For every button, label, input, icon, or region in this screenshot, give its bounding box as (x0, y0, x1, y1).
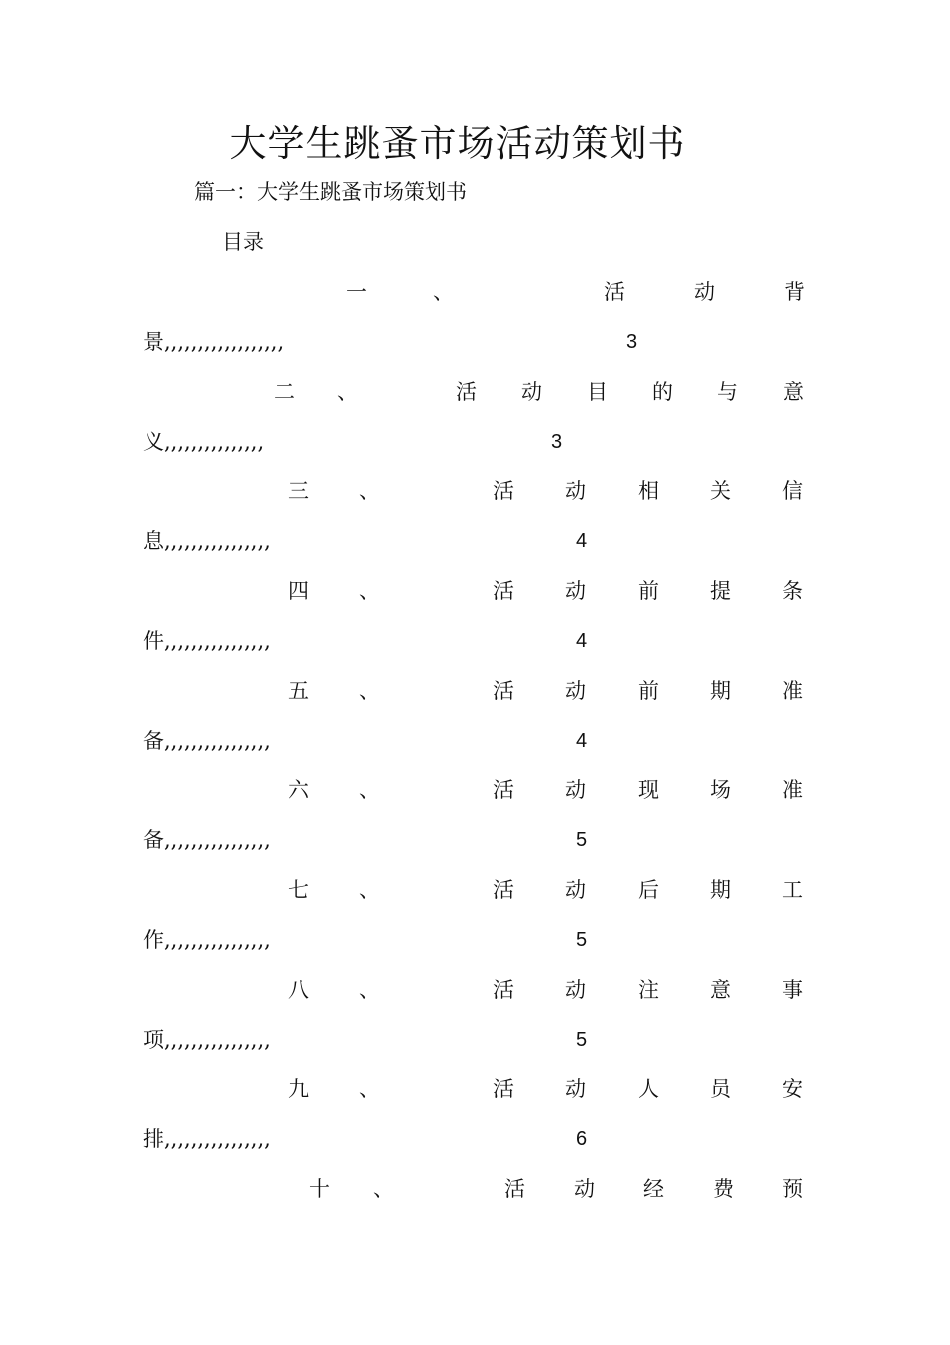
toc-entry-separator: 、 (337, 380, 358, 404)
toc-page-number: 3 (626, 331, 638, 353)
toc-entry-char: 动 (694, 280, 715, 304)
toc-entry-number: 十 (309, 1177, 330, 1201)
toc-entry-char: 动 (521, 380, 542, 404)
toc-page-number: 4 (576, 530, 588, 552)
toc-entry-char: 活 (493, 579, 514, 603)
toc-entry-char: 准 (782, 778, 803, 802)
toc-entry-char: 动 (565, 579, 586, 603)
toc-entry-char: 动 (565, 1077, 586, 1101)
toc-entry-char: 活 (493, 479, 514, 503)
toc-entry-line (0, 873, 950, 907)
toc-entry-char: 关 (710, 479, 731, 503)
toc-entry-tail-line (0, 524, 950, 558)
toc-entry-char: 前 (638, 579, 659, 603)
toc-entry-tail: 件,,,,,,,,,,,,,,,, (143, 629, 271, 653)
toc-entry-tail-line (0, 823, 950, 857)
toc-entry-char: 意 (783, 380, 804, 404)
toc-entry-tail: 景,,,,,,,,,,,,,,,,,, (143, 330, 285, 354)
toc-entry-number: 六 (288, 778, 309, 802)
toc-entry-char: 预 (782, 1177, 803, 1201)
toc-entry-line (0, 474, 950, 508)
toc-entry-line (0, 375, 950, 409)
toc-entry-char: 相 (638, 479, 659, 503)
toc-entry-separator: 、 (359, 479, 380, 503)
toc-entry-char: 目 (587, 380, 608, 404)
toc-entry-char: 动 (565, 679, 586, 703)
toc-entry-number: 七 (288, 878, 309, 902)
toc-entry-char: 活 (493, 679, 514, 703)
toc-entry-separator: 、 (359, 679, 380, 703)
toc-entry-char: 期 (710, 878, 731, 902)
toc-entry-tail: 义,,,,,,,,,,,,,,, (143, 430, 265, 454)
toc-entry-char: 工 (782, 878, 803, 902)
toc-entry-char: 后 (638, 878, 659, 902)
toc-entry-char: 注 (638, 978, 659, 1002)
toc-entry-tail-line (0, 425, 950, 459)
toc-entry-char: 事 (782, 978, 803, 1002)
toc-entry-number: 二 (274, 380, 295, 404)
toc-entry-char: 动 (565, 479, 586, 503)
toc-entry-tail: 排,,,,,,,,,,,,,,,, (143, 1127, 271, 1151)
toc-page-number: 6 (576, 1128, 588, 1150)
toc-entry-char: 信 (782, 479, 803, 503)
toc-entry-tail: 项,,,,,,,,,,,,,,,, (143, 1028, 271, 1052)
toc-entry-tail-line (0, 923, 950, 957)
toc-entry-char: 动 (565, 978, 586, 1002)
toc-entry-char: 活 (493, 1077, 514, 1101)
toc-entry-tail-line (0, 724, 950, 758)
toc-entry-char: 准 (782, 679, 803, 703)
toc-entry-char: 场 (710, 778, 731, 802)
toc-entry-line (0, 275, 950, 309)
toc-entry-line (0, 773, 950, 807)
toc-page-number: 5 (576, 829, 588, 851)
toc-entry-line (0, 1172, 950, 1206)
toc-entry-line (0, 674, 950, 708)
toc-entry-tail-line (0, 1023, 950, 1057)
toc-entry-char: 提 (710, 579, 731, 603)
toc-entry-tail-line (0, 325, 950, 359)
toc-entry-char: 条 (782, 579, 803, 603)
toc-entry-tail: 备,,,,,,,,,,,,,,,, (143, 828, 271, 852)
toc-entry-char: 期 (710, 679, 731, 703)
toc-entry-separator: 、 (359, 878, 380, 902)
toc-entry-char: 费 (713, 1177, 734, 1201)
toc-entry-char: 活 (493, 778, 514, 802)
toc-entry-tail: 作,,,,,,,,,,,,,,,, (143, 928, 271, 952)
toc-entry-tail: 备,,,,,,,,,,,,,,,, (143, 729, 271, 753)
toc-entry-number: 三 (288, 479, 309, 503)
toc-entry-char: 动 (565, 778, 586, 802)
toc-entry-separator: 、 (359, 978, 380, 1002)
toc-page-number: 4 (576, 730, 588, 752)
toc-entry-separator: 、 (359, 1077, 380, 1101)
toc-entry-number: 九 (288, 1077, 309, 1101)
toc-entry-tail: 息,,,,,,,,,,,,,,,, (143, 529, 271, 553)
toc-entry-char: 前 (638, 679, 659, 703)
toc-entry-number: 一 (346, 280, 367, 304)
toc-page-number: 5 (576, 1029, 588, 1051)
toc-page-number: 4 (576, 630, 588, 652)
toc-entry-line (0, 1072, 950, 1106)
toc-entry-char: 背 (784, 280, 805, 304)
toc-heading: 目录 (222, 230, 264, 254)
document-title: 大学生跳蚤市场活动策划书 (229, 122, 686, 165)
document-subtitle: 篇一：大学生跳蚤市场策划书 (194, 180, 467, 204)
toc-page-number: 5 (576, 929, 588, 951)
toc-entry-separator: 、 (359, 778, 380, 802)
toc-entry-char: 经 (643, 1177, 664, 1201)
toc-entry-char: 动 (565, 878, 586, 902)
toc-page-number: 3 (551, 431, 563, 453)
toc-entry-tail-line (0, 624, 950, 658)
toc-entry-separator: 、 (433, 280, 454, 304)
toc-entry-char: 现 (638, 778, 659, 802)
toc-entry-char: 人 (638, 1077, 659, 1101)
toc-entry-line (0, 574, 950, 608)
toc-entry-char: 活 (456, 380, 477, 404)
toc-entry-char: 动 (574, 1177, 595, 1201)
toc-entry-char: 意 (710, 978, 731, 1002)
toc-entry-char: 员 (710, 1077, 731, 1101)
toc-entry-number: 四 (288, 579, 309, 603)
toc-entry-number: 五 (288, 679, 309, 703)
toc-entry-separator: 、 (359, 579, 380, 603)
toc-entry-char: 的 (652, 380, 673, 404)
toc-entry-char: 活 (493, 878, 514, 902)
toc-entry-number: 八 (288, 978, 309, 1002)
toc-entry-char: 活 (493, 978, 514, 1002)
toc-entry-line (0, 973, 950, 1007)
toc-entry-separator: 、 (373, 1177, 394, 1201)
toc-entry-char: 活 (504, 1177, 525, 1201)
toc-entry-tail-line (0, 1122, 950, 1156)
toc-entry-char: 活 (604, 280, 625, 304)
toc-entry-char: 与 (717, 380, 738, 404)
toc-entry-char: 安 (782, 1077, 803, 1101)
